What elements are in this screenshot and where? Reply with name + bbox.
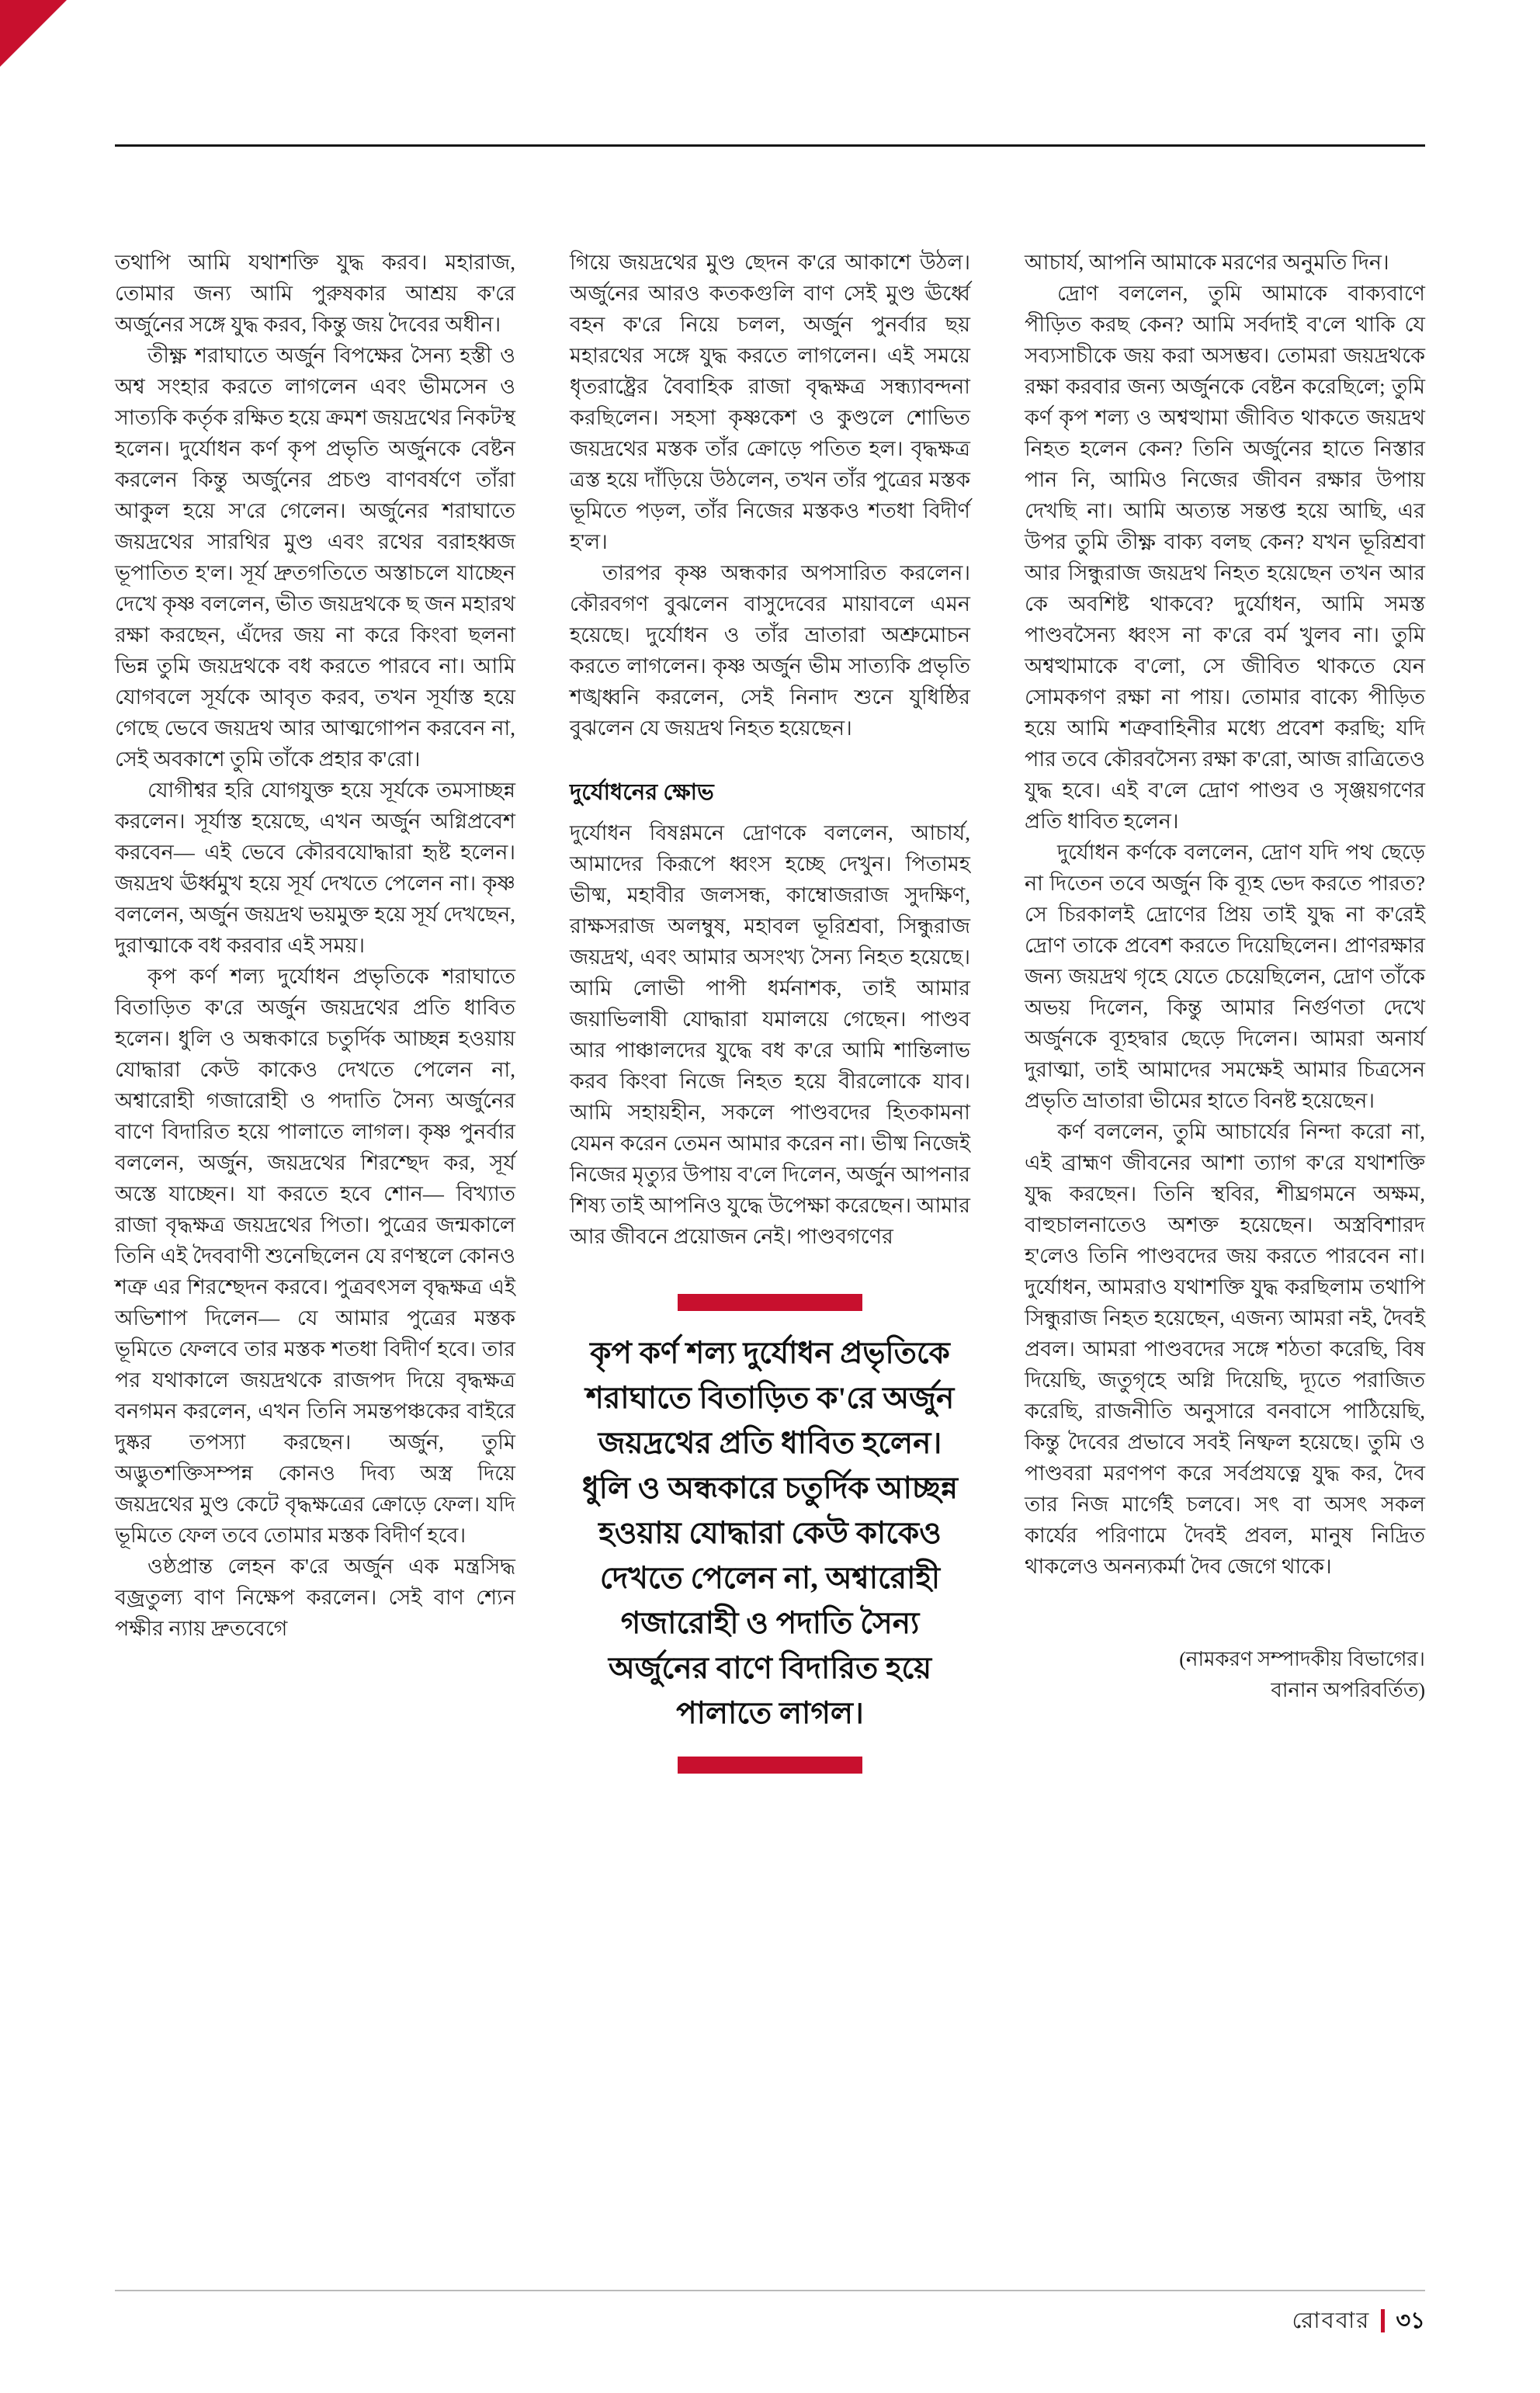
article-column-1 xyxy=(115,247,515,1774)
body-paragraph: ওষ্ঠপ্রান্ত লেহন ক'রে অর্জুন এক মন্ত্রসিদ্ধ বজ্রতুল্য বাণ নিক্ষেপ করলেন। সেই বাণ শ্যেন পক্ষীর ন্যায় দ্রুতবেগে xyxy=(115,1555,515,1640)
body-paragraph: দুর্যোধন কর্ণকে বললেন, দ্রোণ যদি পথ ছেড়ে না দিতেন তবে অর্জুন কি ব্যূহ ভেদ করতে পারত? সে চিরকালই দ্রোণের প্রিয় তাই যুদ্ধ না ক'রেই দ্রোণ তাকে প্রবেশ করতে দিয়েছিলেন। প্রাণরক্ষার জন্য জয়দ্রথ গৃহে যেতে চেয়েছিলেন, দ্রোণ তাঁকে অভয় দিলেন, কিন্তু আমার নির্গুণতা দেখে অর্জুনকে ব্যূহদ্বার ছেড়ে দিলেন। আমরা অনার্য দুরাত্মা, তাই আমাদের সমক্ষেই আমার চিত্রসেন প্রভৃতি ভ্রাতারা ভীমের হাতে বিনষ্ট হয়েছেন। xyxy=(1025,841,1425,1112)
editorial-credit xyxy=(1025,1644,1425,1706)
footer-divider xyxy=(115,2290,1425,2291)
page-footer xyxy=(1292,2307,1425,2335)
body-paragraph: তারপর কৃষ্ণ অন্ধকার অপসারিত করলেন। কৌরবগণ বুঝলেন বাসুদেবের মায়াবলে এমন হয়েছে। দুর্যোধন ও তাঁর ভ্রাতারা অশ্রুমোচন করতে লাগলেন। কৃষ্ণ অর্জুন ভীম সাত্যকি প্রভৃতি শঙ্খধ্বনি করলেন, সেই নিনাদ শুনে যুধিষ্ঠির বুঝলেন যে জয়দ্রথ নিহত হয়েছেন। xyxy=(570,561,970,740)
body-paragraph: তথাপি আমি যথাশক্তি যুদ্ধ করব। মহারাজ, তোমার জন্য আমি পুরুষকার আশ্রয় ক'রে অর্জুনের সঙ্গে যুদ্ধ করব, কিন্তু জয় দৈবের অধীন। xyxy=(115,251,515,336)
footer-separator xyxy=(1381,2309,1385,2332)
pull-quote-text: কৃপ কর্ণ শল্য দুর্যোধন প্রভৃতিকে শরাঘাতে বিতাড়িত ক'রে অর্জুন জয়দ্রথের প্রতি ধাবিত হলেন। ধুলি ও অন্ধকারে চতুর্দিক আচ্ছন্ন হওয়ায় যোদ্ধারা কেউ কাকেও দেখতে পেলেন না, অশ্বারোহী গজারোহী ও পদাতি সৈন্য অর্জুনের বাণে বিদারিত হয়ে পালাতে লাগল। xyxy=(581,1337,959,1730)
page-number: ৩১ xyxy=(1396,2308,1425,2333)
body-paragraph: আচার্য, আপনি আমাকে মরণের অনুমতি দিন। xyxy=(1025,251,1389,274)
body-paragraph: কৃপ কর্ণ শল্য দুর্যোধন প্রভৃতিকে শরাঘাতে বিতাড়িত ক'রে অর্জুন জয়দ্রথের প্রতি ধাবিত হলেন। ধুলি ও অন্ধকারে চতুর্দিক আচ্ছন্ন হওয়ায় যোদ্ধারা কেউ কাকেও দেখতে পেলেন না, অশ্বারোহী গজারোহী ও পদাতি সৈন্য অর্জুনের বাণে বিদারিত হয়ে পালাতে লাগল। কৃষ্ণ পুনর্বার বললেন, অর্জুন, জয়দ্রথের শিরশ্ছেদ কর, সূর্য অস্তে যাচ্ছেন। যা করতে হবে শোন— বিখ্যাত রাজা বৃদ্ধক্ষত্র জয়দ্রথের পিতা। পুত্রের জন্মকালে তিনি এই দৈববাণী শুনেছিলেন যে রণস্থলে কোনও শত্রু এর শিরশ্ছেদন করবে। পুত্রবৎসল বৃদ্ধক্ষত্র এই অভিশাপ দিলেন— যে আমার পুত্রের মস্তক ভূমিতে ফেলবে তার মস্তক শতধা বিদীর্ণ হবে। তার পর যথাকালে জয়দ্রথকে রাজপদ দিয়ে বৃদ্ধক্ষত্র বনগমন করলেন, এখন তিনি সমন্তপঞ্চকের বাইরে দুষ্কর তপস্যা করছেন। অর্জুন, তুমি অদ্ভুতশক্তিসম্পন্ন কোনও দিব্য অস্ত্র দিয়ে জয়দ্রথের মুণ্ড কেটে বৃদ্ধক্ষত্রের ক্রোড়ে ফেল। যদি ভূমিতে ফেল তবে তোমার মস্তক বিদীর্ণ হবে। xyxy=(115,965,515,1547)
pull-quote xyxy=(570,1294,970,1774)
article-body xyxy=(115,247,1425,1774)
article-column-3 xyxy=(1025,247,1425,1774)
corner-accent-triangle xyxy=(0,0,67,67)
editorial-credit-line-1: (নামকরণ সম্পাদকীয় বিভাগের। xyxy=(1179,1648,1425,1670)
header-divider xyxy=(115,144,1425,147)
pull-quote-top-bar xyxy=(678,1294,862,1311)
body-paragraph: গিয়ে জয়দ্রথের মুণ্ড ছেদন ক'রে আকাশে উঠল। অর্জুনের আরও কতকগুলি বাণ সেই মুণ্ড ঊর্ধ্বে বহন ক'রে নিয়ে চলল, অর্জুন পুনর্বার ছয় মহারথের সঙ্গে যুদ্ধ করতে লাগলেন। এই সময়ে ধৃতরাষ্ট্রের বৈবাহিক রাজা বৃদ্ধক্ষত্র সন্ধ্যাবন্দনা করছিলেন। সহসা কৃষ্ণকেশ ও কুণ্ডলে শোভিত জয়দ্রথের মস্তক তাঁর ক্রোড়ে পতিত হল। বৃদ্ধক্ষত্র ত্রস্ত হয়ে দাঁড়িয়ে উঠলেন, তখন তাঁর পুত্রের মস্তক ভূমিতে পড়ল, তাঁর নিজের মস্তকও শতধা বিদীর্ণ হ'ল। xyxy=(570,251,970,553)
body-paragraph: দুর্যোধন বিষণ্ণমনে দ্রোণকে বললেন, আচার্য, আমাদের কিরূপে ধ্বংস হচ্ছে দেখুন। পিতামহ ভীষ্ম, মহাবীর জলসন্ধ, কাম্বোজরাজ সুদক্ষিণ, রাক্ষসরাজ অলম্বুষ, মহাবল ভূরিশ্রবা, সিন্ধুরাজ জয়দ্রথ, এবং আমার অসংখ্য সৈন্য নিহত হয়েছে। আমি লোভী পাপী ধর্মনাশক, তাই আমার জয়াভিলাষী যোদ্ধারা যমালয়ে গেছেন। পাণ্ডব আর পাঞ্চালদের যুদ্ধে বধ ক'রে আমি শান্তিলাভ করব কিংবা নিজে নিহত হয়ে বীরলোকে যাব। আমি সহায়হীন, সকলে পাণ্ডবদের হিতকামনা যেমন করেন তেমন আমার করেন না। ভীষ্ম নিজেই নিজের মৃত্যুর উপায় ব'লে দিলেন, অর্জুন আপনার শিষ্য তাই আপনিও যুদ্ধে উপেক্ষা করেছেন। আমার আর জীবনে প্রয়োজন নেই। পাণ্ডবগণের xyxy=(570,821,970,1248)
body-paragraph: তীক্ষ্ণ শরাঘাতে অর্জুন বিপক্ষের সৈন্য হস্তী ও অশ্ব সংহার করতে লাগলেন এবং ভীমসেন ও সাত্যকি কর্তৃক রক্ষিত হয়ে ক্রমশ জয়দ্রথের নিকটস্থ হলেন। দুর্যোধন কর্ণ কৃপ প্রভৃতি অর্জুনকে বেষ্টন করলেন কিন্তু অর্জুনের প্রচণ্ড বাণবর্ষণে তাঁরা আকুল হয়ে স'রে গেলেন। অর্জুনের শরাঘাতে জয়দ্রথের সারথির মুণ্ড এবং রথের বরাহধ্বজ ভূপাতিত হ'ল। সূর্য দ্রুতগতিতে অস্তাচলে যাচ্ছেন দেখে কৃষ্ণ বললেন, ভীত জয়দ্রথকে ছ জন মহারথ রক্ষা করছেন, এঁদের জয় না করে কিংবা ছলনা ভিন্ন তুমি জয়দ্রথকে বধ করতে পারবে না। আমি যোগবলে সূর্যকে আবৃত করব, তখন সূর্যাস্ত হয়ে গেছে ভেবে জয়দ্রথ আর আত্মগোপন করবেন না, সেই অবকাশে তুমি তাঁকে প্রহার ক'রো। xyxy=(115,344,515,771)
pull-quote-bottom-bar xyxy=(678,1757,862,1774)
section-heading: দুর্যোধনের ক্ষোভ xyxy=(570,780,714,805)
body-paragraph: কর্ণ বললেন, তুমি আচার্যের নিন্দা করো না, এই ব্রাহ্মণ জীবনের আশা ত্যাগ ক'রে যথাশক্তি যুদ্ধ করছেন। তিনি স্থবির, শীঘ্রগমনে অক্ষম, বাহুচালনাতেও অশক্ত হয়েছেন। অস্ত্রবিশারদ হ'লেও তিনি পাণ্ডবদের জয় করতে পারবেন না। দুর্যোধন, আমরাও যথাশক্তি যুদ্ধ করছিলাম তথাপি সিন্ধুরাজ নিহত হয়েছেন, এজন্য আমরা নই, দৈবই প্রবল। আমরা পাণ্ডবদের সঙ্গে শঠতা করেছি, বিষ দিয়েছি, জতুগৃহে অগ্নি দিয়েছি, দ্যূতে পরাজিত করেছি, রাজনীতি অনুসারে বনবাসে পাঠিয়েছি, কিন্তু দৈবের প্রভাবে সবই নিষ্ফল হয়েছে। তুমি ও পাণ্ডবরা মরণপণ করে সর্বপ্রযত্নে যুদ্ধ কর, দৈব তার নিজ মার্গেই চলবে। সৎ বা অসৎ সকল কার্যের পরিণামে দৈবই প্রবল, মানুষ নিদ্রিত থাকলেও অনন্যকর্মা দৈব জেগে থাকে। xyxy=(1025,1120,1425,1578)
editorial-credit-line-2: বানান অপরিবর্তিত) xyxy=(1271,1679,1425,1701)
article-column-2 xyxy=(570,247,970,1774)
body-paragraph: দ্রোণ বললেন, তুমি আমাকে বাক্যবাণে পীড়িত করছ কেন? আমি সর্বদাই ব'লে থাকি যে সব্যসাচীকে জয় করা অসম্ভব। তোমরা জয়দ্রথকে রক্ষা করবার জন্য অর্জুনকে বেষ্টন করেছিলে; তুমি কর্ণ কৃপ শল্য ও অশ্বত্থামা জীবিত থাকতে জয়দ্রথ নিহত হলেন কেন? তিনি অর্জুনের হাতে নিস্তার পান নি, আমিও নিজের জীবন রক্ষার উপায় দেখছি না। আমি অত্যন্ত সন্তপ্ত হয়ে আছি, এর উপর তুমি তীক্ষ্ণ বাক্য বলছ কেন? যখন ভূরিশ্রবা আর সিন্ধুরাজ জয়দ্রথ নিহত হয়েছেন তখন আর কে অবশিষ্ট থাকবে? দুর্যোধন, আমি সমস্ত পাণ্ডবসৈন্য ধ্বংস না ক'রে বর্ম খুলব না। তুমি অশ্বত্থামাকে ব'লো, সে জীবিত থাকতে যেন সোমকগণ রক্ষা না পায়। তোমার বাক্যে পীড়িত হয়ে আমি শত্রুবাহিনীর মধ্যে প্রবেশ করছি; যদি পার তবে কৌরবসৈন্য রক্ষা ক'রো, আজ রাত্রিতেও যুদ্ধ হবে। এই ব'লে দ্রোণ পাণ্ডব ও সৃঞ্জয়গণের প্রতি ধাবিত হলেন। xyxy=(1025,282,1425,833)
body-paragraph: যোগীশ্বর হরি যোগযুক্ত হয়ে সূর্যকে তমসাচ্ছন্ন করলেন। সূর্যাস্ত হয়েছে, এখন অর্জুন অগ্নিপ্রবেশ করবেন— এই ভেবে কৌরবযোদ্ধারা হৃষ্ট হলেন। জয়দ্রথ ঊর্ধ্বমুখ হয়ে সূর্য দেখতে পেলেন না। কৃষ্ণ বললেন, অর্জুন জয়দ্রথ ভয়মুক্ত হয়ে সূর্য দেখছেন, দুরাত্মাকে বধ করবার এই সময়। xyxy=(115,779,515,957)
publication-name: রোববার xyxy=(1292,2308,1371,2333)
